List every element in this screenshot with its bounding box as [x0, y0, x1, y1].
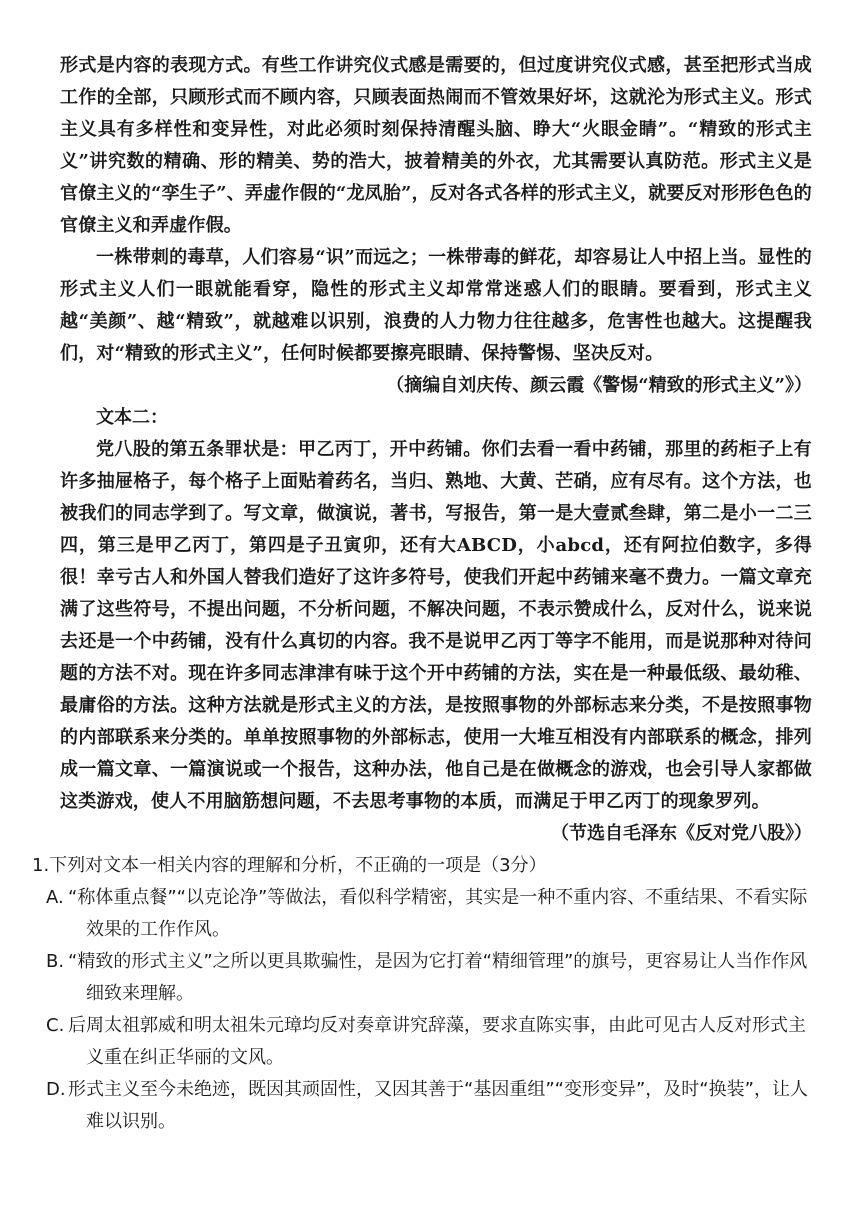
- document-page: [32, 50, 813, 1138]
- text1-paragraph-1: 形式是内容的表现方式。有些工作讲究仪式感是需要的，但过度讲究仪式感，甚至把形式当成工作的全部，只顾形式而不顾内容，只顾表面热闹而不管效果好坏，这就沦为形式主义。形式主义具有多样性和变异性，对此必须时刻保持清醒头脑、睁大“火眼金睛”。“精致的形式主义”讲究数的精确、形的精美、势的浩大，披着精美的外衣，尤其需要认真防范。形式主义是官僚主义的“孪生子”、弄虚作假的“龙凤胎”，反对各式各样的形式主义，就要反对形形色色的官僚主义和弄虚作假。: [60, 55, 813, 236]
- text1-source: （摘编自刘庆传、颜云霞《警惕“精致的形式主义”》）: [386, 375, 812, 396]
- option-c-key: C.: [46, 1015, 65, 1036]
- text2-heading: 文本二：: [96, 407, 168, 428]
- text2-source: （节选自毛泽东《反对党八股》）: [551, 823, 812, 844]
- option-a-key: A.: [46, 887, 64, 908]
- text2-paragraph-1: 党八股的第五条罪状是：甲乙丙丁，开中药铺。你们去看一看中药铺，那里的药柜子上有许多抽屉格子，每个格子上面贴着药名，当归、熟地、大黄、芒硝，应有尽有。这个方法，也被我们的同志学到了。写文章，做演说，著书，写报告，第一是大壹贰叁肆，第二是小一二三四，第三是甲乙丙丁，第四是子丑寅卯，还有大ABCD，小abcd，还有阿拉伯数字，多得很！幸亏古人和外国人替我们造好了这许多符号，使我们开起中药铺来毫不费力。一篇文章充满了这些符号，不提出问题，不分析问题，不解决问题，不表示赞成什么，反对什么，说来说去还是一个中药铺，没有什么真切的内容。我不是说甲乙丙丁等字不能用，而是说那种对待问题的方法不对。现在许多同志津津有味于这个开中药铺的方法，实在是一种最低级、最幼稚、最庸俗的方法。这种方法就是形式主义的方法，是按照事物的外部标志来分类，不是按照事物的内部联系来分类的。单单按照事物的外部标志，使用一大堆互相没有内部联系的概念，排列成一篇文章、一篇演说或一个报告，这种办法，他自己是在做概念的游戏，也会引导人家都做这类游戏，使人不用脑筋想问题，不去思考事物的本质，而满足于甲乙丙丁的现象罗列。: [60, 439, 812, 812]
- question-1-option-d[interactable]: [46, 1074, 812, 1138]
- option-b-text: “精致的形式主义”之所以更具欺骗性，是因为它打着“精细管理”的旗号，更容易让人当作作风细致来理解。: [68, 951, 808, 1004]
- text1-paragraph-2: 一株带刺的毒草，人们容易“识”而远之；一株带毒的鲜花，却容易让人中招上当。显性的形式主义人们一眼就能看穿，隐性的形式主义却常常迷惑人们的眼睛。要看到，形式主义越“美颜”、越“精致”，就越难以识别，浪费的人力物力往往越多，危害性也越大。这提醒我们，对“精致的形式主义”，任何时候都要擦亮眼睛、保持警惕、坚决反对。: [60, 247, 812, 364]
- question-1-option-b[interactable]: [46, 946, 812, 1010]
- question-1-stem: 1.下列对文本一相关内容的理解和分析，不正确的一项是（3分）: [32, 855, 547, 876]
- question-1-option-c[interactable]: [46, 1010, 812, 1074]
- option-b-key: B.: [46, 951, 65, 972]
- option-c-text: 后周太祖郭威和明太祖朱元璋均反对奏章讲究辞藻，要求直陈实事，由此可见古人反对形式主义重在纠正华丽的文风。: [68, 1015, 806, 1068]
- option-d-text: 形式主义至今未绝迹，既因其顽固性，又因其善于“基因重组”“变形变异”，及时“换装”，让人难以识别。: [68, 1079, 808, 1132]
- question-1-option-a[interactable]: [46, 882, 812, 946]
- option-a-text: “称体重点餐”“以克论净”等做法，看似科学精密，其实是一种不重内容、不重结果、不看实际效果的工作作风。: [68, 887, 808, 940]
- option-d-key: D.: [46, 1079, 66, 1100]
